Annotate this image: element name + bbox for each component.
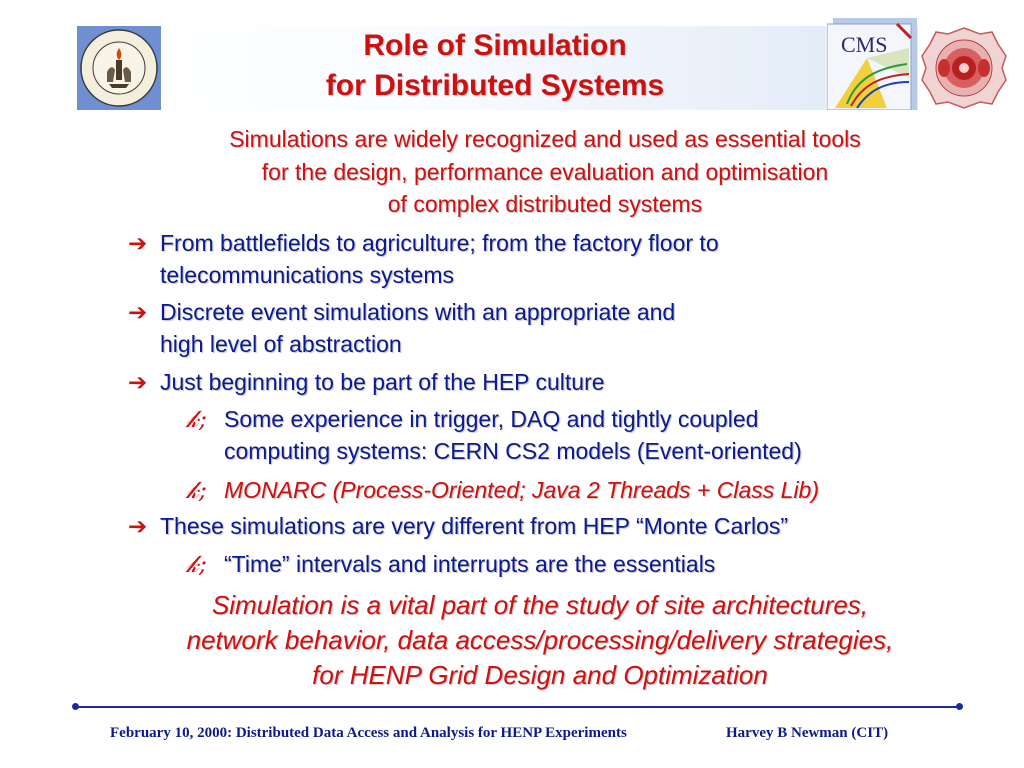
script-k-icon: 𝓀;	[186, 405, 207, 433]
conclusion-line-2: network behavior, data access/processing/delivery strategies,	[186, 625, 894, 655]
intro-line-2: for the design, performance evaluation and optimisation	[261, 159, 829, 185]
sub-bullet-text: computing systems: CERN CS2 models (Event-oriented)	[224, 438, 802, 464]
slide-title-line-1: Role of Simulation	[363, 29, 627, 62]
caltech-seal-logo	[77, 26, 161, 110]
bullet-text: From battlefields to agriculture; from the factory floor to	[160, 230, 719, 256]
conclusion-line-3: for HENP Grid Design and Optimization	[312, 660, 768, 690]
divider-end-dot	[956, 703, 963, 710]
intro-line-1: Simulations are widely recognized and used as essential tools	[229, 126, 861, 152]
script-k-icon: 𝓀;	[186, 550, 207, 578]
right-arrow-icon: ➔	[128, 369, 148, 395]
conclusion-line-1: Simulation is a vital part of the study of site architectures,	[211, 590, 869, 620]
divider-end-dot	[72, 703, 79, 710]
sub-bullet-text: MONARC (Process-Oriented; Java 2 Threads + Class Lib)	[224, 477, 820, 503]
bullet-text: These simulations are very different from HEP “Monte Carlos”	[160, 513, 789, 539]
sub-bullet-text: “Time” intervals and interrupts are the essentials	[224, 551, 716, 577]
bullet-text: high level of abstraction	[160, 331, 402, 357]
bullet-text: Discrete event simulations with an appropriate and	[160, 299, 676, 325]
footer-divider	[76, 706, 960, 708]
footer-right: Harvey B Newman (CIT)	[726, 725, 889, 741]
right-arrow-icon: ➔	[128, 230, 148, 256]
bullet-text: Just beginning to be part of the HEP culture	[160, 369, 605, 395]
slide-title-line-2: for Distributed Systems	[325, 69, 665, 102]
cms-logo	[827, 18, 917, 110]
cms-logo-text: CMS	[841, 32, 888, 57]
intro-line-3: of complex distributed systems	[387, 191, 703, 217]
footer-left: February 10, 2000: Distributed Data Access and Analysis for HENP Experiments	[110, 725, 627, 741]
detector-cross-section-logo	[920, 26, 1008, 110]
right-arrow-icon: ➔	[128, 513, 148, 539]
sub-bullet-text: Some experience in trigger, DAQ and tightly coupled	[224, 406, 759, 432]
script-k-icon: 𝓀;	[186, 476, 207, 504]
right-arrow-icon: ➔	[128, 299, 148, 325]
bullet-text: telecommunications systems	[160, 262, 454, 288]
